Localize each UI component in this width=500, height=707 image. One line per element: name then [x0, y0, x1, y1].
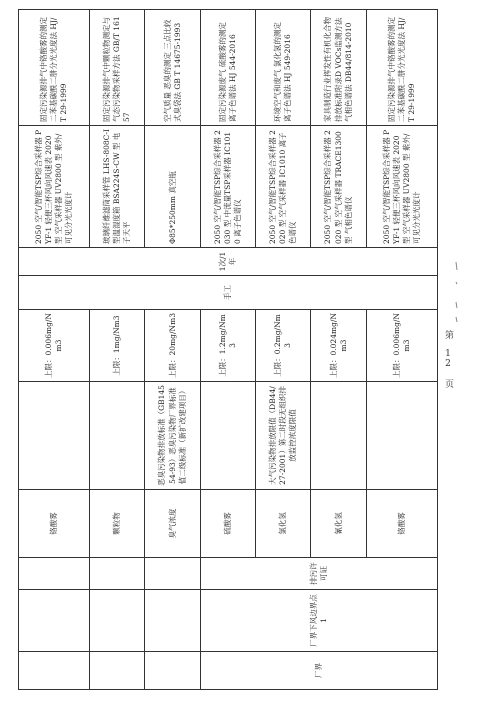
- monitoring-table: [18, 9, 438, 690]
- empty-cell: [145, 558, 200, 590]
- method-cell: 固定污染源排气中颗粒物测定与气态污染物采样方法 GB/T 16157: [90, 10, 145, 126]
- pen-mark-icon: [455, 262, 458, 322]
- standard-cell: 大气污染物排放限值（DB44/27-2001）第二时段无组织排放监控浓度限值: [256, 382, 311, 490]
- pollutant-cell: 臭气浓度: [145, 490, 200, 558]
- empty-cell: [145, 590, 200, 652]
- empty-cell: [19, 590, 90, 652]
- standard-cell: [366, 382, 437, 490]
- empty-cell: [145, 652, 200, 690]
- pollutant-cell: 铬酸雾: [19, 490, 90, 558]
- empty-cell: [90, 652, 145, 690]
- page-number: 第 12 页: [443, 330, 453, 388]
- limit-cell: 上限：1mg/Nm3: [90, 310, 145, 382]
- limit-cell: 上限：0.006mg/Nm3: [366, 310, 437, 382]
- site-cell: 厂界下风边界点1: [200, 590, 437, 652]
- pollutant-cell: 颗粒物: [90, 490, 145, 558]
- method-type-cell: 手工: [19, 276, 438, 310]
- instrument-cell: Φ85*250mm 真空瓶: [145, 126, 200, 248]
- empty-cell: [19, 652, 90, 690]
- limit-cell: 上限：20mg/Nm3: [145, 310, 200, 382]
- method-cell: 固定污染源废气 硫酸雾的测定 离子色谱法 HJ 544-2016: [200, 10, 255, 126]
- method-cell: 环境空气和废气 氯化氢的测定 离子色谱法 HJ 549-2016: [256, 10, 311, 126]
- limit-cell: 上限：1.2mg/Nm3: [200, 310, 255, 382]
- standard-cell: [90, 382, 145, 490]
- instrument-cell: 2050 空气/智能TSP综合采样器 2030 型 中流量TSP采样器 IC1010 离子色谱仪: [200, 126, 255, 248]
- empty-cell: [19, 558, 90, 590]
- standard-cell: [19, 382, 90, 490]
- permit-cell: 排污许可证: [200, 558, 437, 590]
- instrument-cell: 2050 空气/智能TSP综合采样器 2020 型 空气采样器 IC1010 离子色谱仪: [256, 126, 311, 248]
- group-cell: 厂界: [200, 652, 437, 690]
- empty-cell: [90, 590, 145, 652]
- empty-cell: [90, 558, 145, 590]
- instrument-cell: 2050 空气/智能TSP综合采样器 2020 型 空气采样器 TRACE1300 型 气相色谱仪: [311, 126, 366, 248]
- rotated-table-wrapper: [18, 10, 438, 690]
- instrument-cell: 玻璃纤维滤筒采样管 LHS-808C-I 型温湿度箱 BSA224S-CW 型 电子天平: [90, 126, 145, 248]
- standard-cell: [200, 382, 255, 490]
- instrument-cell: 2050 空气/智能TSP综合采样器 PYF-1 轻便三杯风向风速表 2020 型 空气采样器 UV2800 型 紫外/可见分光光度计: [366, 126, 437, 248]
- limit-cell: 上限：0.006mg/Nm3: [19, 310, 90, 382]
- standard-cell: 恶臭污染物排放标准（GB14554-93）恶臭污染物厂界标准值二级标准（新扩改建项目）: [145, 382, 200, 490]
- pollutant-cell: 铬酸雾: [366, 490, 437, 558]
- limit-cell: 上限：0.024mg/Nm3: [311, 310, 366, 382]
- table-row: [90, 10, 145, 690]
- table-row: [19, 10, 90, 690]
- method-cell: 固定污染源排气中铬酸雾的测定 二苯基碳酰二肼分光光度法 HJ/T 29-1999: [366, 10, 437, 126]
- method-cell: 空气质量 恶臭的测定 三点比较式臭袋法 GB T 14675-1993: [145, 10, 200, 126]
- standard-cell: [311, 382, 366, 490]
- method-cell: 家具制造行业挥发性有机化合物排放标准附录D VOCs监测方法 气相色谱法 DB44/814-2010: [311, 10, 366, 126]
- table-row: [145, 10, 200, 690]
- pollutant-cell: 氰化氢: [311, 490, 366, 558]
- method-cell: 固定污染源排气中铬酸雾的测定 二苯基碳酰二肼分光光度法 HJ/T 29-1999: [19, 10, 90, 126]
- pollutant-cell: 硫酸雾: [200, 490, 255, 558]
- table-row: [200, 10, 255, 690]
- frequency-cell: 1次/1年: [19, 248, 438, 276]
- limit-cell: 上限：0.2mg/Nm3: [256, 310, 311, 382]
- instrument-cell: 2050 空气/智能TSP综合采样器 PYF-1 轻便三杯风向风速表 2020 型 空气采样器 UV2800 型 紫外/可见分光光度计: [19, 126, 90, 248]
- pollutant-cell: 氯化氢: [256, 490, 311, 558]
